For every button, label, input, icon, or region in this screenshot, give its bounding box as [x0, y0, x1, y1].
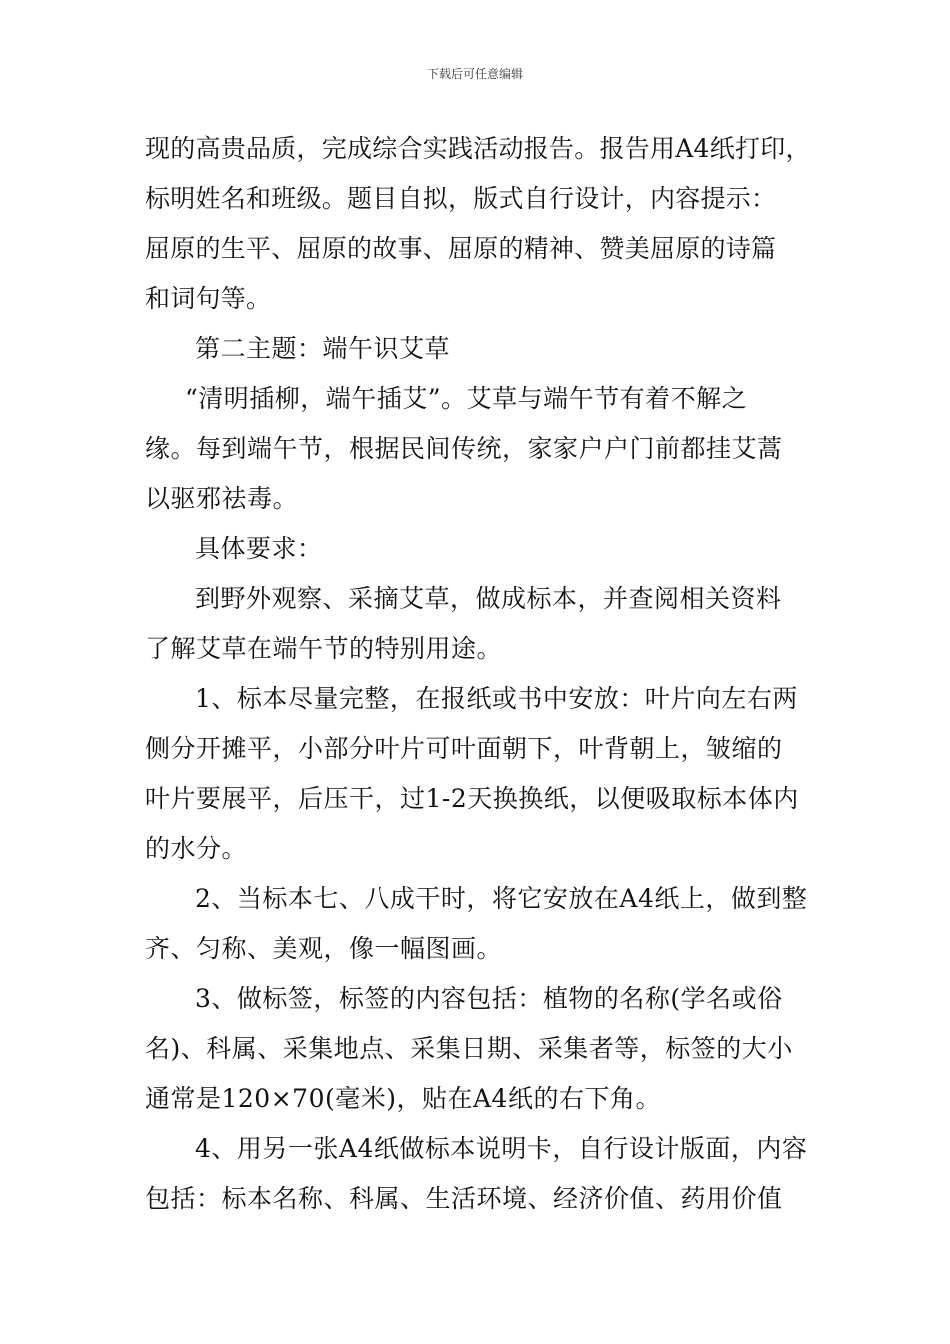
- section-heading: [145, 324, 807, 374]
- paragraph: [145, 374, 807, 524]
- text-line: 1、标本尽量完整，在报纸或书中安放：叶片向左右两: [195, 684, 798, 713]
- text-line: 和词句等。: [145, 284, 272, 313]
- text-line: 3、做标签，标签的内容包括：植物的名称(学名或俗: [195, 984, 783, 1013]
- document-body: [145, 124, 811, 1224]
- text-line: 现的高贵品质，完成综合实践活动报告。报告用A4纸打印，: [145, 134, 811, 163]
- text-line: 第二主题：端午识艾草: [195, 334, 451, 363]
- text-line: 齐、匀称、美观，像一幅图画。: [145, 934, 503, 963]
- text-line: 叶片要展平，后压干，过1-2天换换纸，以便吸取标本体内: [145, 784, 799, 813]
- text-line: 侧分开摊平，小部分叶片可叶面朝下，叶背朝上，皱缩的: [145, 734, 783, 763]
- paragraph: [145, 974, 807, 1124]
- paragraph: [145, 674, 807, 874]
- text-line: 屈原的生平、屈原的故事、屈原的精神、赞美屈原的诗篇: [145, 234, 777, 263]
- paragraph: [145, 874, 807, 974]
- text-line: 2、当标本七、八成干时，将它安放在A4纸上，做到整: [195, 884, 808, 913]
- text-line: 缘。每到端午节，根据民间传统，家家户户门前都挂艾蒿: [145, 434, 783, 463]
- text-line: 了解艾草在端午节的特别用途。: [145, 634, 503, 663]
- text-line: 通常是120×70(毫米)，贴在A4纸的右下角。: [145, 1084, 661, 1113]
- paragraph: [145, 524, 807, 574]
- paragraph: [145, 124, 811, 324]
- text-line: 4、用另一张A4纸做标本说明卡，自行设计版面，内容: [195, 1134, 808, 1163]
- paragraph: [145, 574, 807, 674]
- text-line: 到野外观察、采摘艾草，做成标本，并查阅相关资料: [195, 584, 782, 613]
- text-line: 标明姓名和班级。题目自拟，版式自行设计，内容提示：: [145, 184, 777, 213]
- text-line: 以驱邪祛毒。: [145, 484, 299, 513]
- paragraph: [145, 1124, 807, 1224]
- text-line: 包括：标本名称、科属、生活环境、经济价值、药用价值: [145, 1184, 783, 1213]
- page-header: 下载后可任意编辑: [426, 67, 523, 81]
- text-line: 的水分。: [145, 834, 248, 863]
- text-line: 名)、科属、采集地点、采集日期、采集者等，标签的大小: [145, 1034, 793, 1063]
- text-line: 具体要求：: [195, 534, 323, 563]
- text-line: “清明插柳，端午插艾”。艾草与端午节有着不解之: [185, 384, 748, 413]
